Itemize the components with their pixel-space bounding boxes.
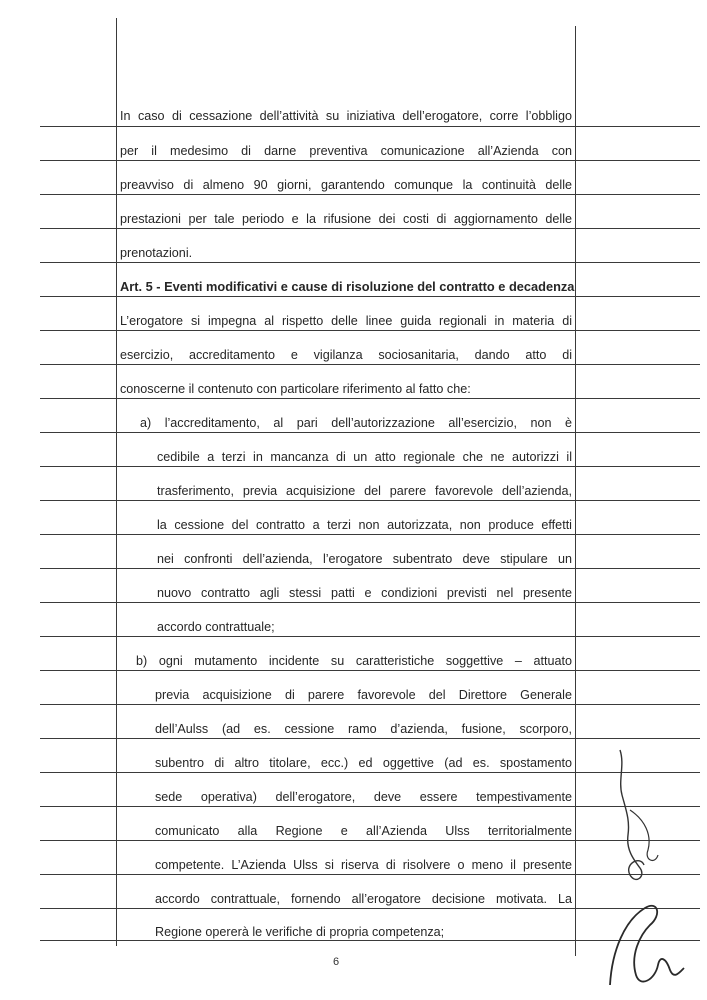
text-line: per il medesimo di darne preventiva comunicazione all’Azienda con [120,144,572,158]
list-item-b: b) ogni mutamento incidente su caratteristiche soggettive – attuato [136,654,572,668]
rule-line [40,738,700,739]
text-line: accordo contrattuale, fornendo all’erogatore decisione motivata. La [155,892,572,906]
text-line: la cessione del contratto a terzi non autorizzata, non produce effetti [157,518,572,532]
rule-line [40,228,700,229]
text-line: comunicato alla Regione e all’Azienda Ulss territorialmente [155,824,572,838]
rule-line [40,704,700,705]
rule-line [40,534,700,535]
page-number: 6 [333,956,340,968]
rule-line [40,670,700,671]
right-margin-line [575,26,576,956]
text-line: accordo contrattuale; [157,620,275,634]
text-line: prestazioni per tale periodo e la rifusione dei costi di aggiornamento delle [120,212,572,226]
rule-line [40,194,700,195]
text-line: trasferimento, previa acquisizione del parere favorevole dell’azienda, [157,484,572,498]
text-line: competente. L’Azienda Ulss si riserva di risolvere o meno il presente [155,858,572,872]
text-line: conoscerne il contenuto con particolare riferimento al fatto che: [120,382,471,396]
text-line: prenotazioni. [120,246,193,260]
text-line: previa acquisizione di parere favorevole del Direttore Generale [155,688,572,702]
text-line: sede operativa) dell’erogatore, deve essere tempestivamente [155,790,572,804]
rule-line [40,500,700,501]
text-line: preavviso di almeno 90 giorni, garantendo comunque la continuità delle [120,178,572,192]
signature-mark [600,740,690,990]
text-line: In caso di cessazione dell’attività su iniziativa dell’erogatore, corre l’obbligo [120,109,572,123]
text-line: subentro di altro titolare, ecc.) ed oggettive (ad es. spostamento [155,756,572,770]
rule-line [40,296,700,297]
rule-line [40,568,700,569]
text-line: cedibile a terzi in mancanza di un atto regionale che ne autorizzi il [157,450,572,464]
list-item-a: a) l’accreditamento, al pari dell’autorizzazione all’esercizio, non è [140,416,572,430]
text-line: nuovo contratto agli stessi patti e condizioni previsti nel presente [157,586,572,600]
rule-line [40,262,700,263]
text-line: L’erogatore si impegna al rispetto delle linee guida regionali in materia di [120,314,572,328]
rule-line [40,636,700,637]
text-line: nei confronti dell’azienda, l’erogatore subentrato deve stipulare un [157,552,572,566]
rule-line [40,364,700,365]
section-heading: Art. 5 - Eventi modificativi e cause di risoluzione del contratto e decadenza [120,279,575,294]
rule-line [40,330,700,331]
text-line: dell’Aulss (ad es. cessione ramo d’azienda, fusione, scorporo, [155,722,572,736]
rule-line [40,160,700,161]
rule-line [40,126,700,127]
rule-line [40,398,700,399]
text-line: esercizio, accreditamento e vigilanza sociosanitaria, dando atto di [120,348,572,362]
text-line: Regione opererà le verifiche di propria competenza; [155,925,445,939]
rule-line [40,602,700,603]
rule-line [40,466,700,467]
rule-line [40,432,700,433]
